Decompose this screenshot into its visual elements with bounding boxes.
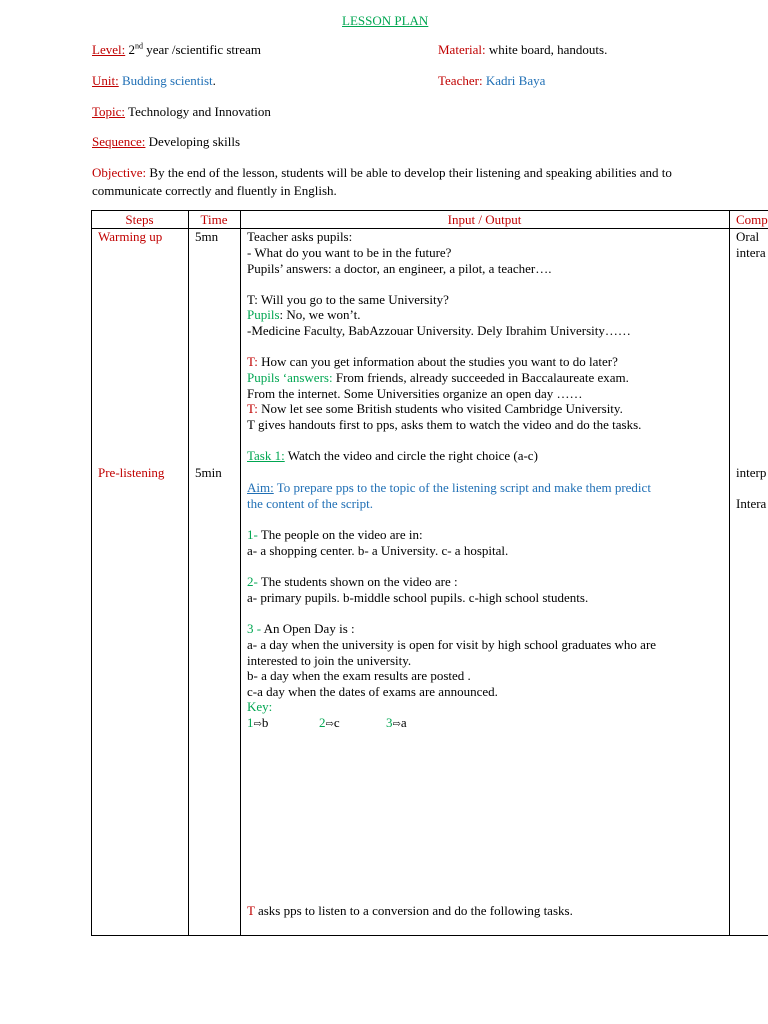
material-value: white board, handouts. (488, 42, 608, 57)
col-divider-3 (729, 210, 730, 935)
io-line: -Medicine Faculty, BabAzzouar University. Dely Ibrahim University…… (247, 323, 631, 338)
comp-interp: interp (736, 465, 767, 480)
comp-oral: Oral (736, 229, 760, 244)
comp-intera: intera (736, 245, 766, 260)
key-answer: 2⇨c (319, 715, 340, 733)
right-outline-arrow-icon: ⇨ (392, 719, 401, 730)
page-title: LESSON PLAN (342, 13, 429, 28)
question-3-option: a- a day when the university is open for visit by high school graduates who are (247, 637, 657, 652)
topic-label: Topic: (92, 104, 126, 119)
task-line: Task 1: Watch the video and circle the right choice (a-c) (247, 448, 538, 463)
teacher-line (438, 73, 545, 88)
io-line: - What do you want to be in the future? (247, 245, 452, 260)
question-3-option: interested to join the university. (247, 653, 412, 668)
topic-value: Technology and Innovation (128, 104, 271, 119)
header-comp: Comp (736, 212, 768, 227)
lesson-table (91, 210, 768, 936)
question-3: 3 - An Open Day is : (247, 621, 355, 636)
col-divider-2 (240, 210, 241, 935)
key-label: Key: (247, 699, 273, 714)
io-line: Teacher asks pupils: (247, 229, 353, 244)
aim-line: the content of the script. (247, 496, 373, 511)
objective-label: Objective: (92, 165, 147, 180)
io-line: Pupils ‘answers: From friends, already succeeded in Baccalaureate exam. (247, 370, 629, 385)
right-outline-arrow-icon: ⇨ (325, 719, 334, 730)
question-3-option: b- a day when the exam results are posted . (247, 668, 471, 683)
level-line (92, 42, 261, 57)
time-warming-up: 5mn (195, 229, 219, 244)
io-line: T gives handouts first to pps, asks them to watch the video and do the tasks. (247, 417, 642, 432)
question-1-options: a- a shopping center. b- a University. c- a hospital. (247, 543, 509, 558)
io-line: Pupils: No, we won’t. (247, 307, 361, 322)
sequence-label: Sequence: (92, 134, 146, 149)
level-value: 2nd year /scientific stream (128, 41, 261, 57)
material-label: Material: (438, 42, 486, 57)
unit-value: Budding scientist (121, 73, 213, 88)
comp-intera-2: Intera (736, 496, 767, 511)
io-speaker-label: T (247, 903, 255, 918)
sequence-value: Developing skills (148, 134, 241, 149)
sequence-line (92, 134, 240, 149)
question-2-options: a- primary pupils. b-middle school pupils. c-high school students. (247, 590, 589, 605)
task-label: Task 1: (247, 448, 285, 463)
time-pre-listening: 5min (195, 465, 222, 480)
io-speaker-label: T: (247, 354, 258, 369)
topic-line (92, 104, 271, 119)
aim-label: Aim: (247, 480, 274, 495)
unit-line (92, 73, 216, 88)
final-instruction: T asks pps to listen to a conversion and do the following tasks. (247, 903, 573, 918)
io-line: From the internet. Some Universities organize an open day …… (247, 386, 583, 401)
aim-line: Aim: To prepare pps to the topic of the listening script and make them predict (247, 480, 651, 495)
teacher-label: Teacher: (438, 73, 483, 88)
key-answer: 3⇨a (386, 715, 407, 733)
objective-paragraph (92, 164, 732, 200)
right-outline-arrow-icon: ⇨ (253, 719, 262, 730)
io-speaker-label: T: (247, 401, 258, 416)
step-pre-listening: Pre-listening (98, 465, 165, 480)
objective-text: By the end of the lesson, students will be able to develop their listening and speaking abilities and to communicate correctly and fluently in English. (92, 165, 672, 198)
io-line: Pupils’ answers: a doctor, an engineer, a pilot, a teacher…. (247, 261, 552, 276)
io-line: T: How can you get information about the studies you want to do later? (247, 354, 618, 369)
question-3-option: c-a day when the dates of exams are announced. (247, 684, 498, 699)
unit-dot: . (212, 73, 216, 88)
header-divider (91, 228, 768, 229)
material-line (438, 42, 607, 57)
header-steps: Steps (125, 212, 154, 227)
io-line: T: Will you go to the same University? (247, 292, 449, 307)
teacher-value: Kadri Baya (485, 73, 546, 88)
question-1: 1- The people on the video are in: (247, 527, 423, 542)
step-warming-up: Warming up (98, 229, 163, 244)
header-input-output: Input / Output (447, 212, 522, 227)
io-speaker-label: Pupils (247, 307, 280, 322)
io-line: T: Now let see some British students who visited Cambridge University. (247, 401, 623, 416)
question-2: 2- The students shown on the video are : (247, 574, 458, 589)
col-divider-1 (188, 210, 189, 935)
key-answer: 1⇨b (247, 715, 268, 733)
level-label: Level: (92, 42, 126, 57)
header-time: Time (200, 212, 228, 227)
unit-label: Unit: (92, 73, 119, 88)
io-speaker-label: Pupils ‘answers: (247, 370, 333, 385)
